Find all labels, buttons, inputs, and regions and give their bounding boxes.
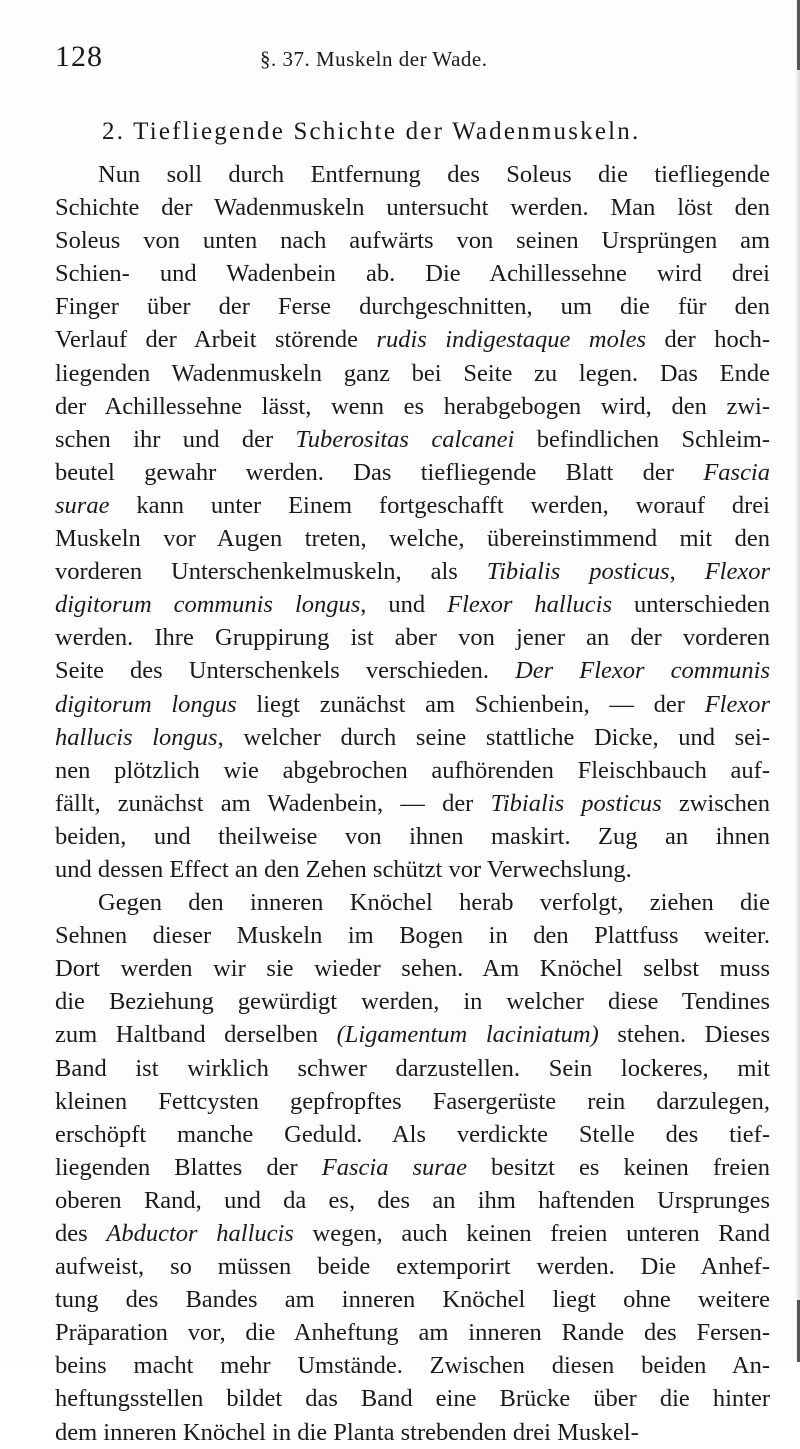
text-line: oberen Rand, und da es, des an ihm haftenden Ursprunges <box>55 1186 770 1214</box>
text-line: hallucis longus, welcher durch seine stattliche Dicke, und sei- <box>55 723 771 751</box>
text-line: surae kann unter Einem fortgeschafft werden, worauf drei <box>55 491 770 519</box>
text-line: Muskeln vor Augen treten, welche, übereinstimmend mit den <box>55 525 770 553</box>
text-line: Seite des Unterschenkels verschieden. Der Flexor communis <box>55 657 770 685</box>
text-line: aufweist, so müssen beide extemporirt werden. Die Anhef- <box>55 1253 770 1281</box>
text-line: Finger über der Ferse durchgeschnitten, um die für den <box>55 293 770 321</box>
text-line: des Abductor hallucis wegen, auch keinen freien unteren Rand <box>55 1220 770 1247</box>
text-line: tung des Bandes am inneren Knöchel liegt ohne weitere <box>55 1286 770 1314</box>
text-line: Soleus von unten nach aufwärts von seinen Ursprüngen am <box>55 227 770 255</box>
page-header <box>55 40 745 80</box>
text-line: heftungsstellen bildet das Band eine Brücke über die hinter <box>55 1385 770 1413</box>
section-title: 2. Tiefliegende Schichte der Wadenmuskeln. <box>102 118 641 145</box>
text-line: Präparation vor, die Anheftung am inneren Rande des Fersen- <box>55 1319 770 1347</box>
body-text <box>55 158 770 1449</box>
page-number: 128 <box>55 40 103 73</box>
text-line: digitorum longus liegt zunächst am Schienbein, — der Flexor <box>55 690 770 718</box>
text-line: Dort werden wir sie wieder sehen. Am Knöchel selbst muss <box>55 955 770 983</box>
text-line: Gegen den inneren Knöchel herab verfolgt, ziehen die <box>98 889 770 917</box>
text-line: nen plötzlich wie abgebrochen aufhörenden Fleischbauch auf- <box>55 756 770 784</box>
text-line: erschöpft manche Geduld. Als verdickte Stelle des tief- <box>55 1120 770 1148</box>
text-line: digitorum communis longus, und Flexor hallucis unterschieden <box>55 591 771 619</box>
text-line: Schichte der Wadenmuskeln untersucht werden. Man löst den <box>55 194 770 222</box>
text-line: Schien- und Wadenbein ab. Die Achillessehne wird drei <box>55 260 770 288</box>
text-line: beiden, und theilweise von ihnen maskirt. Zug an ihnen <box>55 822 770 850</box>
text-line: Verlauf der Arbeit störende rudis indigestaque moles der hoch- <box>55 326 770 354</box>
text-line: und dessen Effect an den Zehen schützt vor Verwechslung. <box>55 855 632 883</box>
text-line: liegenden Wadenmuskeln ganz bei Seite zu legen. Das Ende <box>55 359 770 387</box>
text-line: Band ist wirklich schwer darzustellen. Sein lockeres, mit <box>55 1054 770 1082</box>
running-head: §. 37. Muskeln der Wade. <box>260 47 488 71</box>
text-line: schen ihr und der Tuberositas calcanei befindlichen Schleim- <box>55 425 770 453</box>
text-line: beutel gewahr werden. Das tiefliegende Blatt der Fascia <box>55 458 770 486</box>
text-line: kleinen Fettcysten gepfropftes Fasergerüste rein darzulegen, <box>55 1087 770 1115</box>
text-line: die Beziehung gewürdigt werden, in welcher diese Tendines <box>55 988 770 1016</box>
text-line: liegenden Blattes der Fascia surae besitzt es keinen freien <box>55 1153 770 1181</box>
text-line: werden. Ihre Gruppirung ist aber von jener an der vorderen <box>55 624 770 652</box>
text-line: Nun soll durch Entfernung des Soleus die tiefliegende <box>98 161 770 188</box>
text-line: dem inneren Knöchel in die Planta strebenden drei Muskel- <box>55 1418 639 1446</box>
text-line: vorderen Unterschenkelmuskeln, als Tibialis posticus, Flexor <box>55 558 771 586</box>
text-line: zum Haltband derselben (Ligamentum laciniatum) stehen. Dieses <box>55 1021 770 1049</box>
page-edge-shadow <box>795 0 800 1362</box>
text-line: Sehnen dieser Muskeln im Bogen in den Plattfuss weiter. <box>55 922 770 950</box>
text-line: fällt, zunächst am Wadenbein, — der Tibialis posticus zwischen <box>55 789 770 817</box>
text-line: beins macht mehr Umstände. Zwischen diesen beiden An- <box>55 1352 770 1380</box>
text-line: der Achillessehne lässt, wenn es herabgebogen wird, den zwi- <box>55 392 770 420</box>
